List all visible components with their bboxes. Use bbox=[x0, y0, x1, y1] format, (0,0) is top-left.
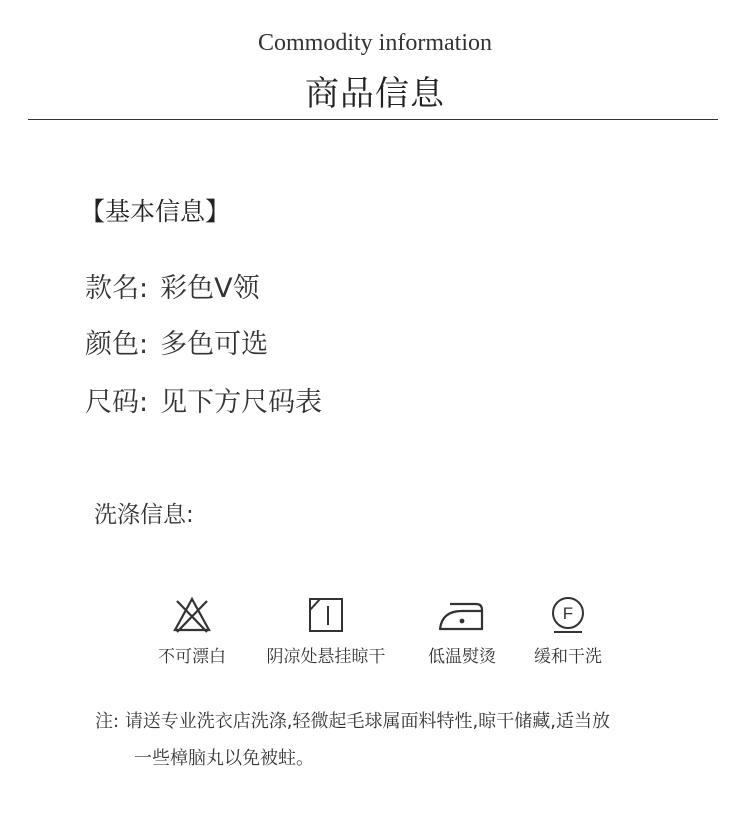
washing-title: 洗涤信息: bbox=[94, 502, 194, 528]
note-prefix: 注: bbox=[95, 711, 120, 732]
info-label: 尺码: bbox=[85, 387, 149, 418]
care-label: 低温熨烫 bbox=[428, 647, 496, 667]
info-row-style bbox=[85, 266, 260, 305]
dry-clean-f-icon bbox=[548, 596, 588, 634]
info-value: 多色可选 bbox=[160, 329, 269, 360]
info-row-color bbox=[85, 322, 268, 361]
info-value: 见下方尺码表 bbox=[160, 387, 323, 418]
low-iron-icon bbox=[436, 596, 488, 634]
info-label: 款名: bbox=[85, 273, 149, 304]
note-line-2: 一些樟脑丸以免被蛀。 bbox=[134, 748, 314, 769]
english-title: Commodity information bbox=[258, 30, 492, 56]
no-bleach-icon bbox=[172, 596, 212, 634]
care-label: 缓和干洗 bbox=[534, 647, 602, 667]
care-note bbox=[95, 703, 685, 777]
care-label: 不可漂白 bbox=[158, 647, 226, 667]
basic-info-title: 【基本信息】 bbox=[80, 197, 231, 226]
line-dry-shade-icon bbox=[306, 596, 346, 634]
note-line-1: 请送专业洗衣店洗涤,轻微起毛球属面料特性,晾干储藏,适当放 bbox=[124, 711, 610, 732]
info-row-size bbox=[85, 380, 322, 419]
header-divider bbox=[28, 119, 718, 120]
page-title: 商品信息 bbox=[305, 74, 445, 114]
care-label: 阴凉处悬挂晾干 bbox=[266, 647, 386, 667]
dry-clean-letter: F bbox=[562, 604, 574, 623]
info-label: 颜色: bbox=[85, 329, 149, 360]
info-value: 彩色V领 bbox=[160, 273, 260, 304]
care-item-dry-clean bbox=[493, 596, 643, 667]
care-item-line-dry bbox=[251, 596, 401, 667]
care-item-no-bleach bbox=[117, 596, 267, 667]
